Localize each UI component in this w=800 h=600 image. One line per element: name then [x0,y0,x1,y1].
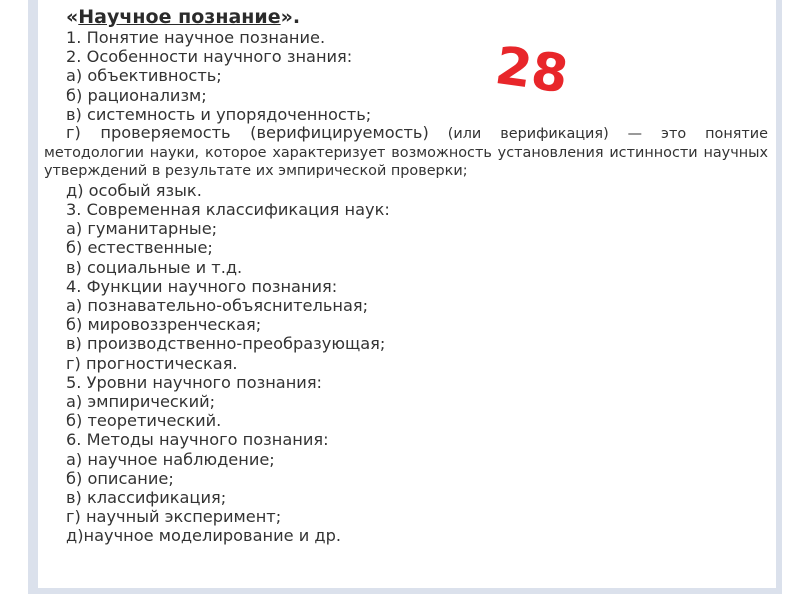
list-item: 6. Методы научного познания: [66,430,329,450]
slide-title [66,6,772,28]
list-item: в) классификация; [66,488,227,508]
list-item: г) прогностическая. [66,353,238,373]
list-item: а) познавательно-объяснительная; [66,296,369,316]
list-item: 4. Функции научного познания: [66,276,338,296]
paragraph-lead: г) проверяемость (верифицируемость) [66,123,429,143]
paragraph-rest: (или верификация) — это понятие методологии науки, которое характеризует возможность установления истинности научных утверждений в результате их эмпирической проверки; [44,126,768,180]
list-item: г) научный эксперимент; [66,507,282,527]
list-item: б) описание; [66,468,174,488]
list-item: б) теоретический. [66,411,222,431]
list-item: а) объективность; [66,66,222,86]
list-item: 3. Современная классификация наук: [66,200,390,219]
list-item: в) производственно-преобразующая; [66,334,386,354]
list-item: в) системность и упорядоченность; [66,104,372,124]
verification-paragraph [44,124,772,181]
list-item: 1. Понятие научное познание. [66,28,326,47]
list-item: 5. Уровни научного познания: [66,372,323,392]
list-item: б) рационализм; [66,85,207,105]
list-item: д)научное моделирование и др. [66,526,342,546]
list-item: д) особый язык. [66,180,202,200]
title-text: Научное познание [78,6,281,28]
list-item: б) естественные; [66,238,213,258]
title-close: ». [280,6,301,28]
list-item: а) гуманитарные; [66,219,218,239]
list-item: а) эмпирический; [66,392,216,412]
slide-number: 28 [491,36,572,106]
slide-content [44,6,772,546]
list-item: 2. Особенности научного знания: [66,47,353,67]
list-item: а) научное наблюдение; [66,449,275,469]
title-open-quote: « [66,6,79,28]
list-item: в) социальные и т.д. [66,257,243,277]
list-item: б) мировоззренческая; [66,315,262,335]
